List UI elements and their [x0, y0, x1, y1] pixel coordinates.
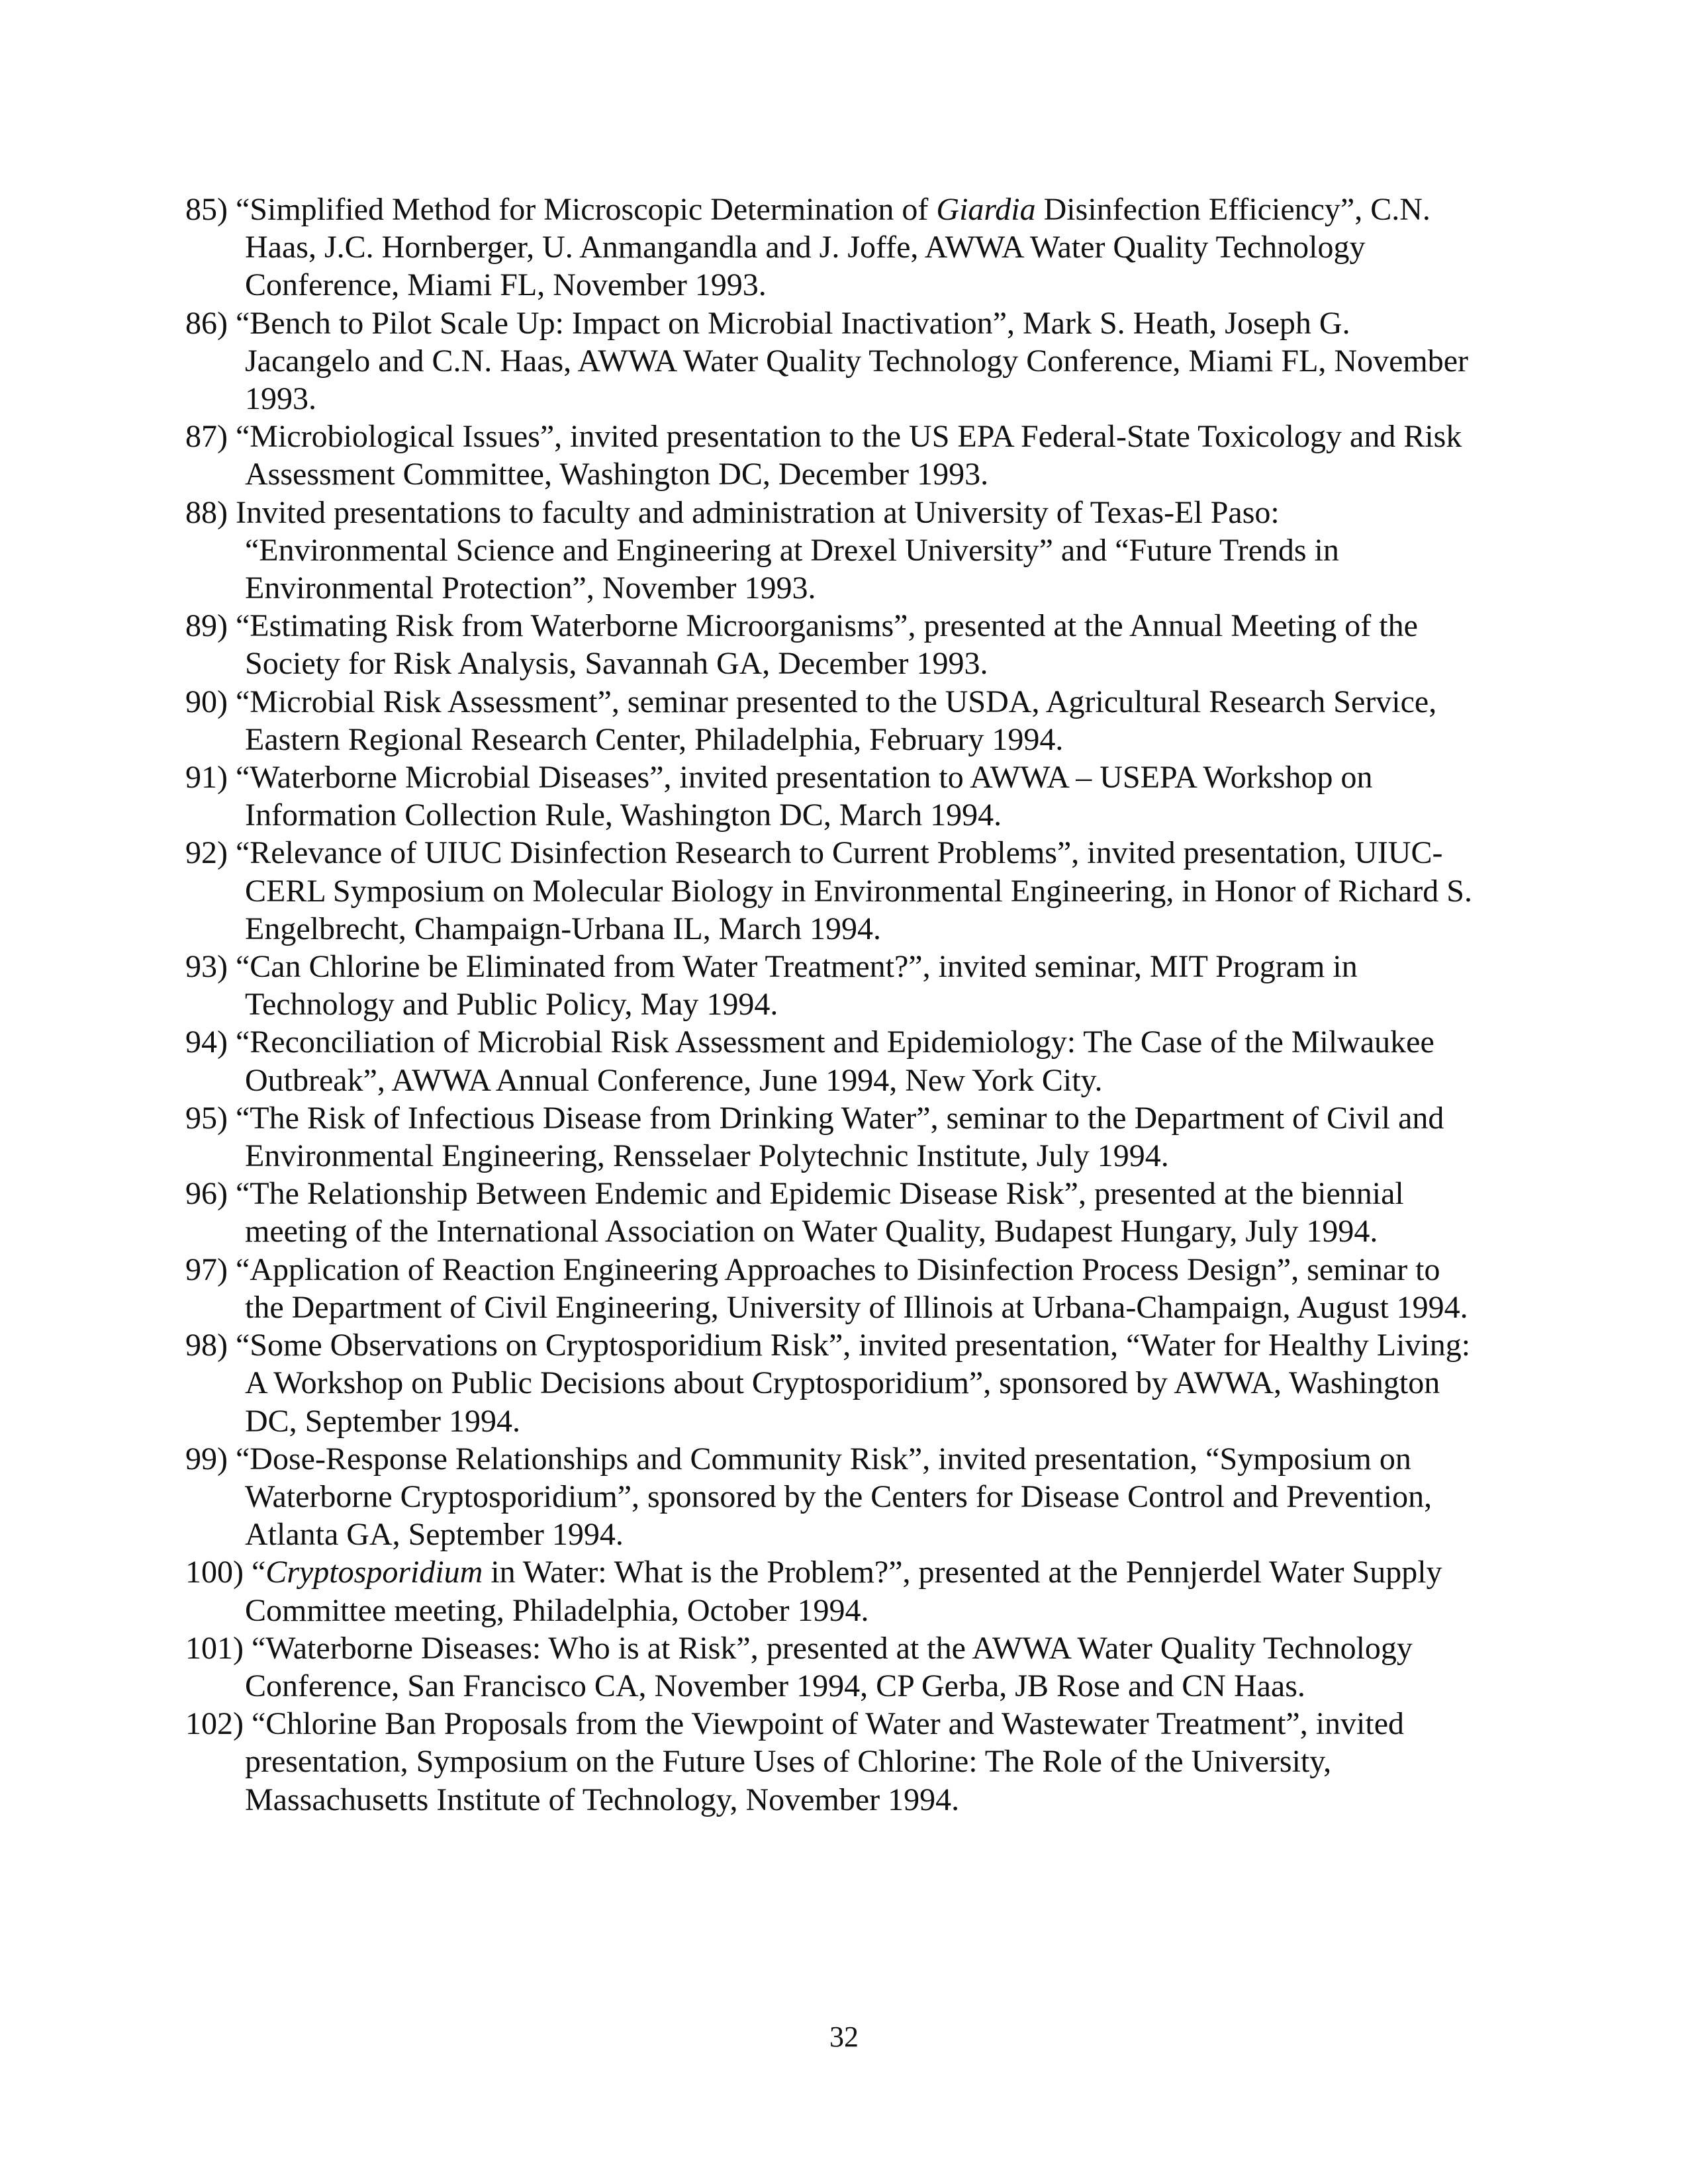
entry-text: [245, 1706, 1404, 1817]
entry-text-segment: “Relevance of UIUC Disinfection Research to Current Problems”, invited presentation, UIUC-CERL Symposium on Molecular Biology in Environmental Engineering, in Honor of Richard S. Engelbrecht, Champaign-Urbana IL, March 1994.: [235, 835, 1472, 946]
list-item: [185, 758, 1483, 834]
entry-text: [236, 419, 1462, 492]
entry-text-segment: “Microbiological Issues”, invited presentation to the US EPA Federal-State Toxicology and Risk Assessment Committee, Washington DC, December 1993.: [235, 419, 1462, 492]
entry-italic-text: Cryptosporidium: [265, 1555, 483, 1590]
entry-number: 100): [185, 1555, 244, 1590]
entry-number: 94): [185, 1024, 228, 1060]
entry-number: 96): [185, 1176, 228, 1212]
entry-number: 99): [185, 1441, 228, 1477]
entry-text-segment: “Can Chlorine be Eliminated from Water Treatment?”, invited seminar, MIT Program in Technology and Public Policy, May 1994.: [235, 949, 1358, 1023]
entry-number: 88): [185, 494, 228, 530]
entry-text-segment: “Reconciliation of Microbial Risk Assessment and Epidemiology: The Case of the Milwaukee Outbreak”, AWWA Annual Conference, June 1994, New York City.: [235, 1024, 1434, 1098]
entry-text: [236, 1252, 1468, 1325]
page-number: 32: [829, 2021, 859, 2053]
entry-text-segment: “Dose-Response Relationships and Community Risk”, invited presentation, “Symposium on Waterborne Cryptosporidium”, sponsored by the Centers for Disease Control and Prevention, Atlanta GA, September 1994.: [235, 1441, 1432, 1553]
entry-text: [236, 684, 1436, 757]
entry-number: 102): [185, 1706, 244, 1742]
entry-text: [236, 495, 1339, 606]
list-item: [185, 683, 1483, 758]
entry-number: 91): [185, 760, 228, 796]
list-item: [185, 1023, 1483, 1099]
entry-text-segment: “Microbial Risk Assessment”, seminar presented to the USDA, Agricultural Research Service, Eastern Regional Research Center, Philadelphia, February 1994.: [235, 684, 1437, 757]
entry-text-segment: Disinfection Efficiency”, C.N. Haas, J.C. Hornberger, U. Anmangandla and J. Joffe, AWWA Water Quality Technology Conference, Miami FL, November 1993.: [245, 192, 1430, 303]
entry-number: 92): [185, 835, 228, 871]
entry-text: [236, 306, 1468, 416]
entry-text: [236, 949, 1358, 1022]
entry-text-segment: “Waterborne Diseases: Who is at Risk”, presented at the AWWA Water Quality Technology Conference, San Francisco CA, November 1994, CP Gerba, JB Rose and CN Haas.: [245, 1630, 1413, 1704]
list-item: [185, 418, 1483, 493]
list-item: [185, 1326, 1483, 1440]
entry-text: [236, 1328, 1470, 1438]
entry-text-segment: “: [251, 1555, 266, 1590]
entry-text-segment: “Waterborne Microbial Diseases”, invited presentation to AWWA – USEPA Workshop on Information Collection Rule, Washington DC, March 1994.: [235, 760, 1373, 833]
entry-italic-text: Giardia: [936, 192, 1036, 227]
list-item: [185, 948, 1483, 1023]
entry-text-segment: “Application of Reaction Engineering Approaches to Disinfection Process Design”, seminar to the Department of Civil Engineering, University of Illinois at Urbana-Champaign, August 1994.: [235, 1251, 1468, 1325]
entry-text-segment: “Simplified Method for Microscopic Determination of: [235, 192, 937, 227]
entry-number: 98): [185, 1328, 228, 1363]
entry-text-segment: in Water: What is the Problem?”, presented at the Pennjerdel Water Supply Committee meeting, Philadelphia, October 1994.: [245, 1555, 1442, 1628]
list-item: [185, 1629, 1483, 1705]
list-item: [185, 1099, 1483, 1175]
list-item: [185, 191, 1483, 304]
entry-text: [236, 608, 1418, 681]
entry-text-segment: “Some Observations on Cryptosporidium Risk”, invited presentation, “Water for Healthy Living: A Workshop on Public Decisions about Cryptosporidium”, sponsored by AWWA, Washington DC, September 1994.: [235, 1328, 1471, 1439]
entry-text: [245, 1555, 1442, 1627]
entry-number: 89): [185, 608, 228, 644]
entry-text: [236, 1024, 1434, 1097]
list-item: [185, 1705, 1483, 1819]
list-item: [185, 834, 1483, 948]
entry-text-segment: “Chlorine Ban Proposals from the Viewpoint of Water and Wastewater Treatment”, invited presentation, Symposium on the Future Uses of Chlorine: The Role of the University, Massachusetts Institute of Technology, November 1994.: [245, 1706, 1405, 1817]
entry-number: 93): [185, 949, 228, 985]
entry-text: [245, 1631, 1413, 1704]
list-item: [185, 1175, 1483, 1250]
entry-number: 97): [185, 1251, 228, 1287]
presentation-list: [185, 191, 1483, 1819]
entry-text: [236, 192, 1430, 302]
list-item: [185, 1251, 1483, 1326]
entry-text-segment: “The Relationship Between Endemic and Epidemic Disease Risk”, presented at the biennial meeting of the International Association on Water Quality, Budapest Hungary, July 1994.: [235, 1176, 1404, 1250]
entry-text-segment: “Estimating Risk from Waterborne Microorganisms”, presented at the Annual Meeting of the Society for Risk Analysis, Savannah GA, December 1993.: [235, 608, 1418, 682]
entry-text: [236, 760, 1372, 833]
entry-text-segment: “Bench to Pilot Scale Up: Impact on Microbial Inactivation”, Mark S. Heath, Joseph G. Jacangelo and C.N. Haas, AWWA Water Quality Technology Conference, Miami FL, November 1993.: [235, 305, 1468, 417]
entry-text-segment: “The Risk of Infectious Disease from Drinking Water”, seminar to the Department of Civil and Environmental Engineering, Rensselaer Polytechnic Institute, July 1994.: [235, 1100, 1444, 1174]
list-item: [185, 494, 1483, 608]
entry-text: [236, 1101, 1444, 1173]
entry-number: 87): [185, 419, 228, 455]
list-item: [185, 1553, 1483, 1629]
list-item: [185, 304, 1483, 418]
entry-number: 85): [185, 192, 228, 227]
list-item: [185, 1440, 1483, 1554]
entry-text-segment: Invited presentations to faculty and administration at University of Texas-El Paso: “Environmental Science and Engineering at Drexel University” and “Future Trends in Environmental Protection”, November 1993.: [235, 494, 1339, 606]
list-item: [185, 607, 1483, 682]
entry-number: 90): [185, 684, 228, 719]
entry-text: [236, 1176, 1404, 1249]
entry-text: [236, 1441, 1432, 1552]
entry-number: 101): [185, 1630, 244, 1666]
entry-text: [236, 835, 1472, 946]
entry-number: 86): [185, 305, 228, 341]
entry-number: 95): [185, 1100, 228, 1136]
